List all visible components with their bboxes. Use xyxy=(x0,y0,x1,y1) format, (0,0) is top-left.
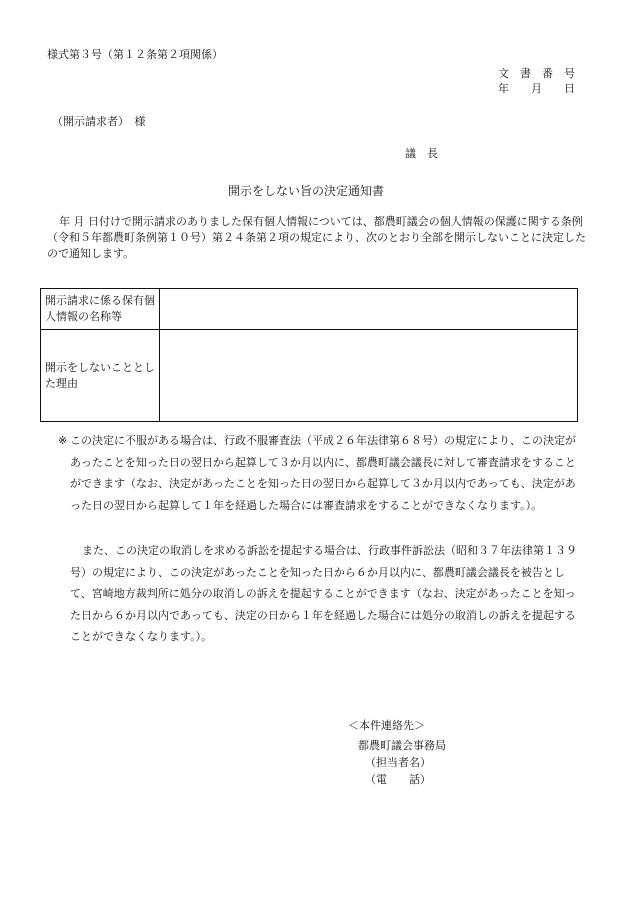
form-number: 様式第３号（第１２条第２項関係） xyxy=(47,48,223,61)
document-date-label: 年 月 日 xyxy=(498,82,575,95)
contact-phone: （電 話） xyxy=(365,773,431,786)
sender: 議 長 xyxy=(405,147,438,160)
table-label: 開示請求に係る保有個人情報の名称等 xyxy=(41,289,160,330)
contact-person: （担当者名） xyxy=(365,756,431,769)
table-row xyxy=(41,330,578,422)
document-title: 開示をしない旨の決定通知書 xyxy=(228,184,385,198)
table-value xyxy=(160,330,578,422)
table-label: 開示をしないこととした理由 xyxy=(41,330,160,422)
contact-organization: 都農町議会事務局 xyxy=(358,739,446,752)
note-paragraph-2: また、この決定の取消しを求める訴訟を提起する場合は、行政事件訴訟法（昭和３７年法律第１３９号）の規定により、この決定があったことを知った日から６か月以内に、都農町議会議長を被告として、宮崎地方裁判所に処分の取消しの訴えを提起することができます（なお、決定があったことを知った日から６か月以内であっても、決定の日から１年を経過した場合には処分の取消しの訴えを提起することができなくなります。）。 xyxy=(70,544,577,643)
recipient: （開示請求者） 様 xyxy=(52,115,146,128)
table-row xyxy=(41,289,578,330)
table-value xyxy=(160,289,578,330)
contact-heading: ＜本件連絡先＞ xyxy=(348,719,425,732)
note-text: この決定に不服がある場合は、行政不服審査法（平成２６年法律第６８号）の規定により、この決定があったことを知った日の翌日から起算して３か月以内に、都農町議会議長に対して審査請求をすることができます（なお、決定があったことを知った日の翌日から起算して３か月以内であっても、決定があった日の翌日から起算して１年を経過した場合には審査請求をすることができなくなります。）。 xyxy=(70,434,576,512)
note-mark: ※ xyxy=(58,434,68,447)
body-paragraph: 年 月 日付けで開示請求のありました保有個人情報については、都農町議会の個人情報の保護に関する条例（令和５年都農町条例第１０号）第２４条第２項の規定により、次のとおり全部を開示しないことに決定したので通知します。 xyxy=(47,215,586,260)
note-paragraph xyxy=(58,430,582,516)
info-table xyxy=(40,288,578,422)
document-number-label: 文 書 番 号 xyxy=(498,67,575,80)
